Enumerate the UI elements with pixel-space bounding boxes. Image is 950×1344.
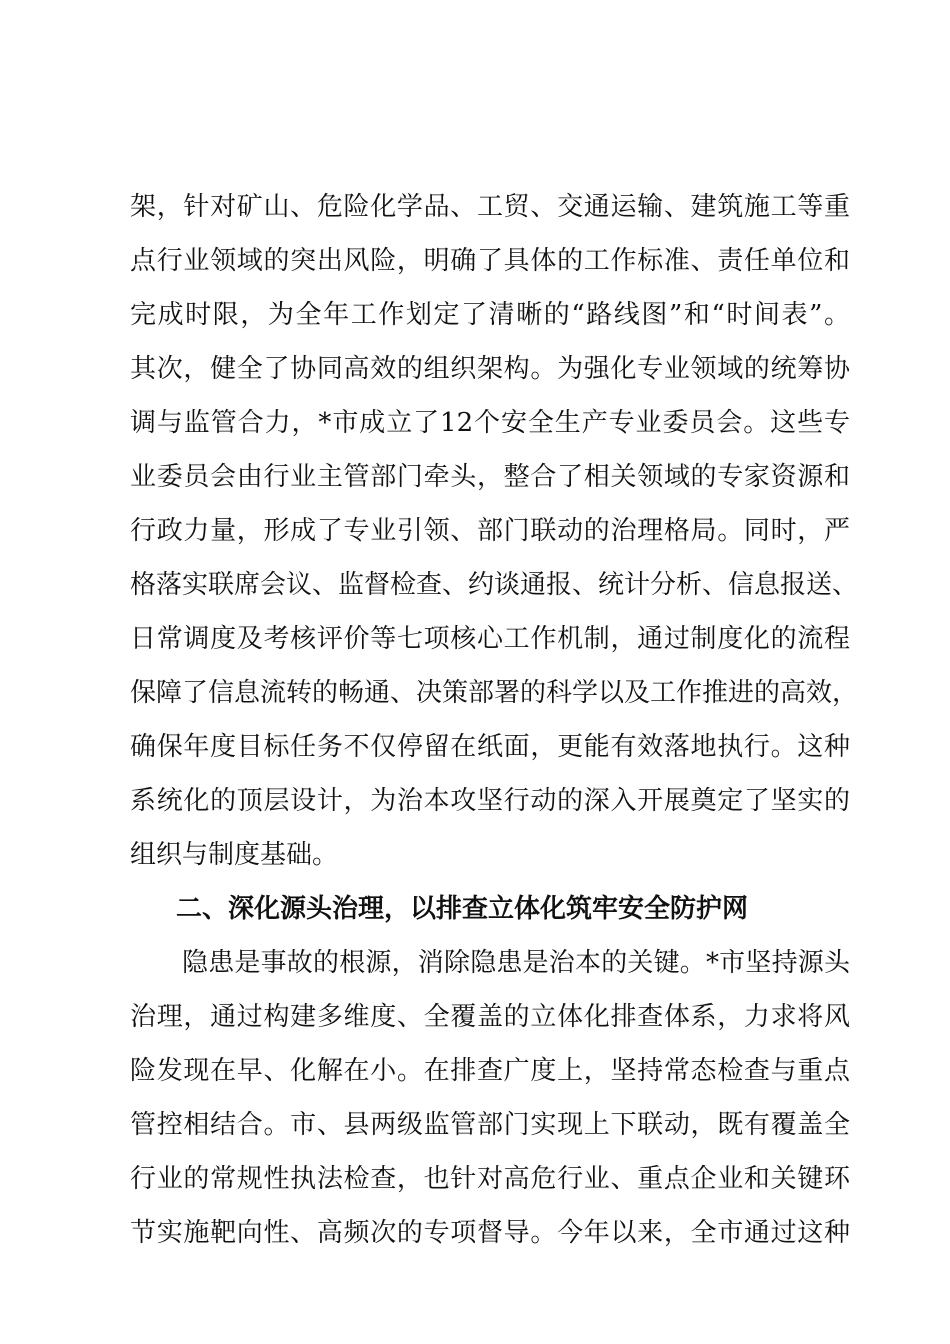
paragraph-line: 业委员会由行业主管部门牵头，整合了相关领域的专家资源和 <box>130 462 850 492</box>
paragraph-line: 架，针对矿山、危险化学品、工贸、交通运输、建筑施工等重 <box>130 192 850 222</box>
paragraph-line: 系统化的顶层设计，为治本攻坚行动的深入开展奠定了坚实的 <box>130 786 850 816</box>
paragraph-line: 调与监管合力，*市成立了12个安全生产专业委员会。这些专 <box>130 408 850 438</box>
paragraph-line: 组织与制度基础。 <box>130 840 339 870</box>
paragraph-line: 其次，健全了协同高效的组织架构。为强化专业领域的统筹协 <box>130 354 850 384</box>
paragraph-line: 险发现在早、化解在小。在排查广度上，坚持常态检查与重点 <box>130 1056 850 1086</box>
paragraph-line: 日常调度及考核评价等七项核心工作机制，通过制度化的流程 <box>130 624 850 654</box>
paragraph-line: 行业的常规性执法检查，也针对高危行业、重点企业和关键环 <box>130 1164 850 1194</box>
paragraph-line: 点行业领域的突出风险，明确了具体的工作标准、责任单位和 <box>130 246 850 276</box>
section-heading: 二、深化源头治理，以排查立体化筑牢安全防护网 <box>176 894 749 924</box>
paragraph-line: 节实施靶向性、高频次的专项督导。今年以来，全市通过这种 <box>130 1218 850 1248</box>
paragraph-line: 确保年度目标任务不仅停留在纸面，更能有效落地执行。这种 <box>130 732 850 762</box>
document-body <box>130 180 859 1260</box>
paragraph-line: 管控相结合。市、县两级监管部门实现上下联动，既有覆盖全 <box>130 1110 850 1140</box>
paragraph-line: 保障了信息流转的畅通、决策部署的科学以及工作推进的高效， <box>130 678 859 708</box>
paragraph-line: 行政力量，形成了专业引领、部门联动的治理格局。同时，严 <box>130 516 850 546</box>
paragraph-line: 格落实联席会议、监督检查、约谈通报、统计分析、信息报送、 <box>130 570 859 600</box>
paragraph-line: 隐患是事故的根源，消除隐患是治本的关键。*市坚持源头 <box>182 948 850 978</box>
paragraph-line: 完成时限，为全年工作划定了清晰的“路线图”和“时间表”。 <box>130 300 850 330</box>
paragraph-line: 治理，通过构建多维度、全覆盖的立体化排查体系，力求将风 <box>130 1002 850 1032</box>
